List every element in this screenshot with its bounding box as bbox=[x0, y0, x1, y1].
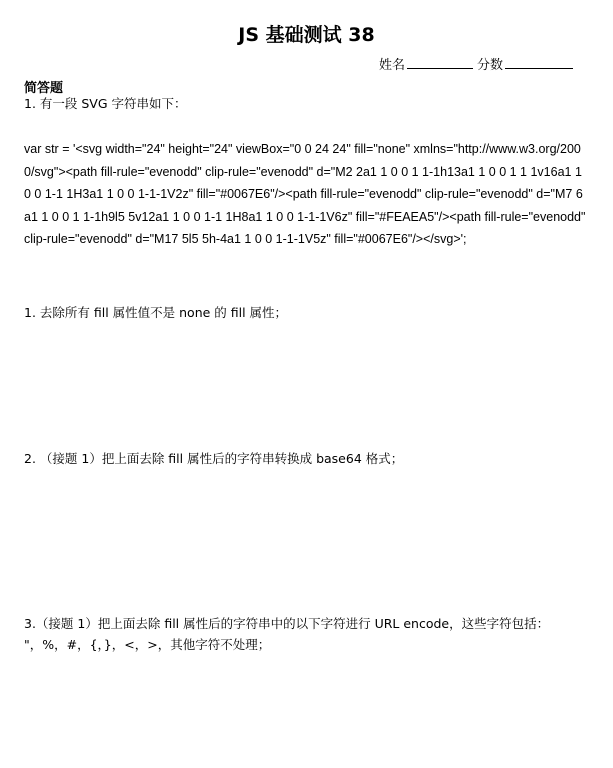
name-score-line bbox=[379, 54, 577, 73]
score-label: 分数 bbox=[476, 58, 503, 73]
question-1: 1. 去除所有 fill 属性值不是 none 的 fill 属性； bbox=[24, 305, 288, 320]
name-blank bbox=[407, 54, 473, 69]
question-2: 2. （接题 1）把上面去除 fill 属性后的字符串转换成 base64 格式； bbox=[24, 451, 404, 466]
question-3-line-1: 3.（接题 1）把上面去除 fill 属性后的字符串中的以下字符进行 URL encode，这些字符包括： bbox=[24, 616, 550, 631]
section-heading: 简答题 bbox=[24, 81, 64, 96]
svg-code-block: var str = '<svg width="24" height="24" viewBox="0 0 24 24" fill="none" xmlns="http://www.w3.org/2000/svg"><path fill-rule="evenodd" clip-rule="evenodd" d="M2 2a1 1 0 0 1 1-1h13a1 1 0 0 1 1 1v16a1 1 0 0 1-1 1H3a1 1 0 0 1-1-1V2z" fill="#0067E6"/><path fill-rule="evenodd" clip-rule="evenodd" d="M7 6a1 1 0 0 1 1-1h9l5 5v12a1 1 0 0 1-1 1H8a1 1 0 0 1-1-1V6z" fill="#FEAEA5"/><path fill-rule="evenodd" clip-rule="evenodd" d="M17 5l5 5h-4a1 1 0 0 1-1-1V5z" fill="#0067E6"/></svg>'; bbox=[24, 142, 586, 246]
page-title: JS 基础测试 38 bbox=[238, 24, 375, 46]
question-intro: 1. 有一段 SVG 字符串如下： bbox=[24, 96, 187, 111]
name-label: 姓名 bbox=[378, 58, 405, 73]
question-3-line-2: "，%，#，{，}，<，>，其他字符不处理； bbox=[24, 637, 271, 652]
score-blank bbox=[505, 54, 573, 69]
